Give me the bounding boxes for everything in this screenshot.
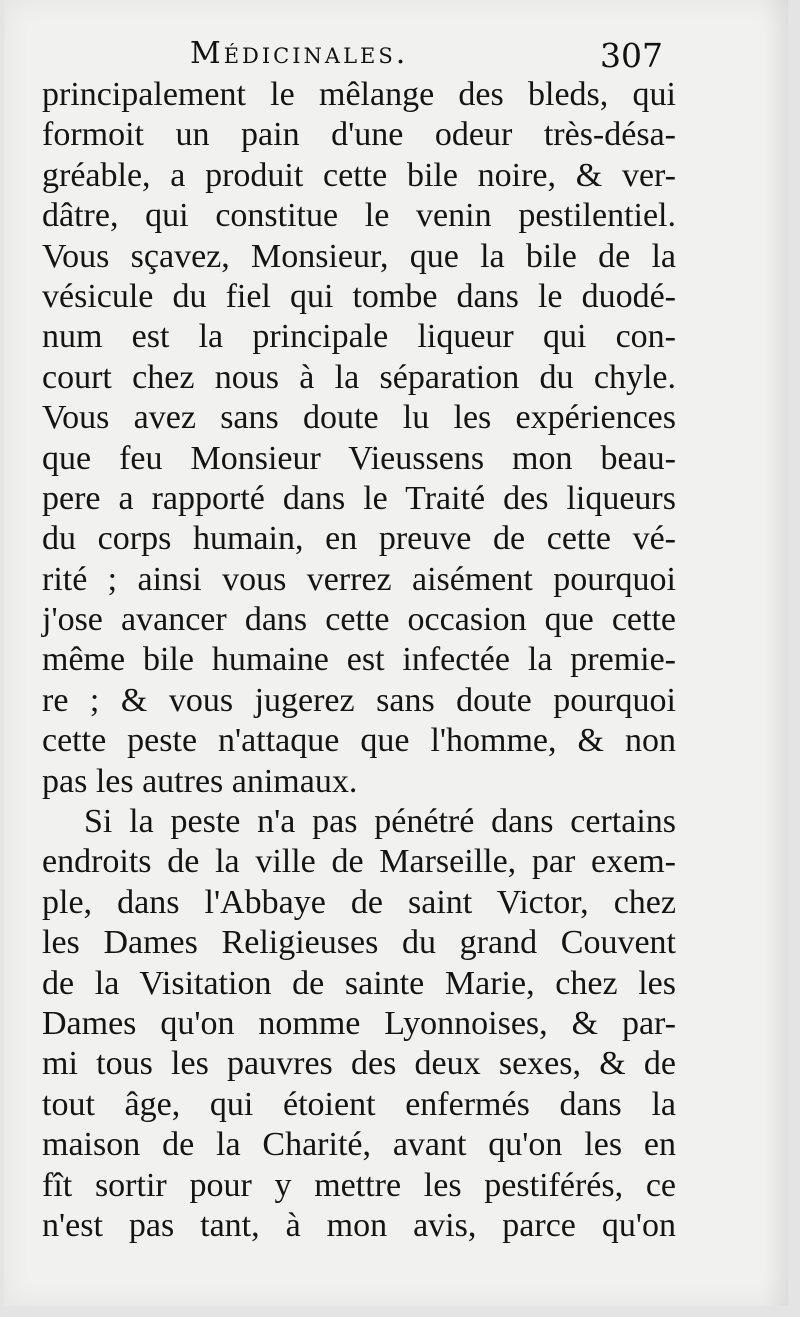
text-line: n'est pas tant, à mon avis, parce qu'on [42, 1206, 676, 1244]
text-line: cette peste n'attaque que l'homme, & non [42, 722, 676, 760]
text-line: pas les autres animaux. [42, 762, 358, 800]
text-line: formoit un pain d'une odeur très-désa- [42, 116, 676, 154]
text-line: que feu Monsieur Vieussens mon beau- [42, 439, 676, 477]
text-line: endroits de la ville de Marseille, par exem- [42, 843, 676, 881]
paragraph-first-line: Si la peste n'a pas pénétré dans certains [84, 803, 676, 841]
text-line: rité ; ainsi vous verrez aisément pourquoi [42, 560, 676, 598]
text-line: les Dames Religieuses du grand Couvent [42, 924, 676, 962]
text-line: dâtre, qui constitue le venin pestilentiel. [42, 197, 676, 235]
text-line: Vous avez sans doute lu les expériences [42, 399, 676, 437]
text-line: tout âge, qui étoient enfermés dans la [42, 1085, 676, 1123]
text-line: Dames qu'on nomme Lyonnoises, & par- [42, 1004, 676, 1042]
text-line: Vous sçavez, Monsieur, que la bile de la [42, 237, 676, 275]
text-line: re ; & vous jugerez sans doute pourquoi [42, 681, 676, 719]
text-line: de la Visitation de sainte Marie, chez les [42, 964, 676, 1002]
text-line: même bile humaine est infectée la premie- [42, 641, 676, 679]
text-line: gréable, a produit cette bile noire, & ver- [42, 156, 676, 194]
book-page [4, 0, 788, 1306]
text-line: j'ose avancer dans cette occasion que cette [42, 601, 676, 639]
text-line: fît sortir pour y mettre les pestiférés, ce [42, 1166, 676, 1204]
text-line: court chez nous à la séparation du chyle. [42, 358, 676, 396]
text-line: ple, dans l'Abbaye de saint Victor, chez [42, 883, 676, 921]
running-title: Médicinales. [190, 36, 409, 71]
text-line: du corps humain, en preuve de cette vé- [42, 520, 676, 558]
text-line: vésicule du fiel qui tombe dans le duodé- [42, 277, 676, 315]
text-line: num est la principale liqueur qui con- [42, 318, 676, 356]
page-number: 307 [600, 36, 663, 75]
page-header [4, 22, 788, 82]
text-line: mi tous les pauvres des deux sexes, & de [42, 1045, 676, 1083]
text-line: principalement le mêlange des bleds, qui [42, 76, 676, 113]
text-line: maison de la Charité, avant qu'on les en [42, 1126, 676, 1164]
body-text [42, 75, 676, 1246]
text-line: pere a rapporté dans le Traité des liqueurs [42, 479, 676, 517]
